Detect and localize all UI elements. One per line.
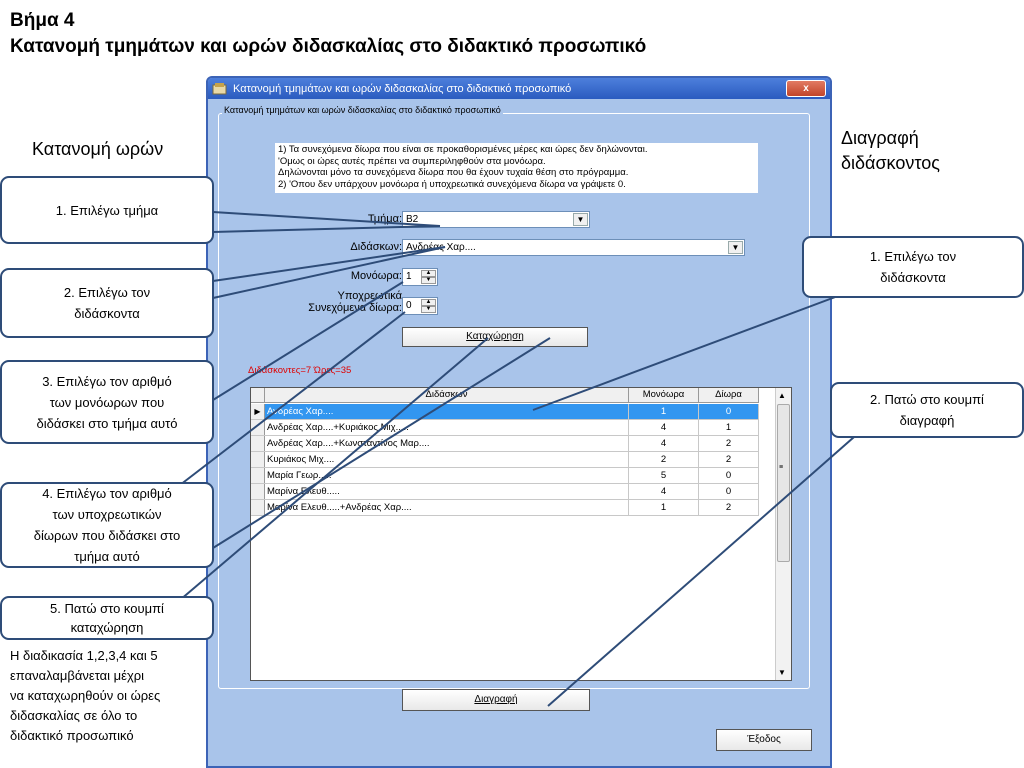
cell-monoora: 4	[629, 436, 699, 451]
callout-text: 2. Πατώ στο κουμπί	[870, 392, 984, 407]
window-titlebar[interactable]	[208, 78, 830, 99]
right-heading	[841, 126, 940, 176]
callout-select-teacher	[0, 268, 214, 338]
column-header-monoora[interactable]: Μονόωρα	[629, 388, 699, 402]
didaskon-select[interactable]	[402, 239, 745, 256]
note-line: Η διαδικασία 1,2,3,4 και 5	[10, 648, 158, 663]
callout-text: 1. Επιλέγω τμήμα	[55, 202, 159, 218]
cell-monoora: 4	[629, 484, 699, 499]
right-heading-line1: Διαγραφή	[841, 128, 919, 148]
cell-didaskon: Ανδρέας Χαρ....+Κωνσταντίνος Μαρ....	[265, 436, 629, 451]
cell-didaskon: Μαρίνα Ελευθ.....+Ανδρέας Χαρ....	[265, 500, 629, 515]
callout-text: 3. Επιλέγω τον αριθμό	[42, 373, 172, 389]
callout-text: 2. Επιλέγω τον	[63, 285, 151, 300]
close-icon: x	[803, 83, 809, 94]
table-row[interactable]	[251, 484, 759, 500]
delete-button-label: Διαγραφή	[474, 694, 518, 705]
row-selector	[251, 484, 265, 499]
grid-header	[251, 388, 759, 403]
assignments-grid[interactable]	[250, 387, 792, 681]
note-line: διδακτικό προσωπικό	[10, 728, 134, 743]
close-button[interactable]	[786, 80, 826, 97]
monoora-stepper[interactable]	[402, 268, 438, 286]
info-text	[275, 143, 758, 193]
column-header-diora[interactable]: Δίωρα	[699, 388, 759, 402]
callout-text: διαγραφή	[899, 413, 955, 428]
callout-press-register	[0, 596, 214, 640]
window-client	[208, 99, 830, 766]
diora-label-line1: Υποχρεωτικά	[337, 290, 402, 302]
group-box-label: Κατανομή τμημάτων και ωρών διδασκαλίας στο διδακτικό προσωπικό	[224, 105, 501, 115]
table-row[interactable]	[251, 468, 759, 484]
exit-button-label: Έξοδος	[747, 734, 781, 745]
status-text: Διδάσκοντες=7 Ώρες=35	[248, 365, 352, 376]
diora-label-line2: Συνεχόμενα δίωρα:	[308, 302, 402, 314]
spin-up-icon[interactable]: ▲	[421, 270, 436, 277]
cell-didaskon: Μαρίνα Ελευθ.....	[265, 484, 629, 499]
row-selector	[251, 436, 265, 451]
callout-right-select-teacher	[802, 236, 1024, 298]
cell-monoora: 2	[629, 452, 699, 467]
cell-diora: 2	[699, 436, 759, 451]
grip-icon: ≡	[779, 464, 784, 471]
row-selector	[251, 452, 265, 467]
didaskon-value: Ανδρέας Χαρ....	[406, 242, 476, 253]
callout-text: 1. Επιλέγω τον	[869, 249, 957, 264]
callout-select-monoora	[0, 360, 214, 444]
exit-button[interactable]	[716, 729, 812, 751]
callout-text: 5. Πατώ στο κουμπί	[50, 601, 164, 616]
table-row[interactable]	[251, 420, 759, 436]
app-window	[206, 76, 832, 768]
window-title: Κατανομή τμημάτων και ωρών διδασκαλίας στο διδακτικό προσωπικό	[233, 82, 572, 95]
row-selector	[251, 500, 265, 515]
table-row[interactable]	[251, 500, 759, 516]
monoora-value: 1	[406, 271, 412, 282]
diora-stepper[interactable]	[402, 297, 438, 315]
row-pointer-icon: ▶	[251, 404, 265, 419]
tmima-label: Τμήμα:	[367, 213, 402, 225]
diora-label	[308, 290, 402, 314]
spin-down-icon[interactable]: ▼	[421, 277, 436, 284]
table-row[interactable]	[251, 452, 759, 468]
callout-text: διδάσκοντα	[880, 270, 946, 285]
slide-title	[10, 8, 646, 60]
cell-didaskon: Ανδρέας Χαρ....	[265, 404, 629, 419]
cell-monoora: 5	[629, 468, 699, 483]
register-button[interactable]	[402, 327, 588, 347]
grid-scrollbar[interactable]	[775, 388, 791, 680]
chevron-down-icon[interactable]: ▼	[728, 241, 743, 254]
callout-select-class	[0, 176, 214, 244]
chevron-down-icon[interactable]: ▼	[573, 213, 588, 226]
tmima-value: Β2	[406, 214, 419, 225]
cell-diora: 0	[699, 404, 759, 419]
callout-text: διδάσκει στο τμήμα αυτό	[36, 415, 178, 431]
scroll-thumb[interactable]	[777, 404, 790, 562]
register-button-label: Καταχώρηση	[466, 331, 524, 342]
callout-text: 4. Επιλέγω τον αριθμό	[42, 486, 172, 501]
callout-text: διδάσκοντα	[74, 306, 140, 321]
cell-diora: 2	[699, 452, 759, 467]
scroll-up-icon[interactable]: ▲	[778, 391, 786, 400]
info-line: 1) Τα συνεχόμενα δίωρα που είναι σε προκαθορισμένες μέρες και ώρες δεν δηλώνονται.	[278, 144, 648, 155]
monoora-label: Μονόωρα:	[350, 270, 402, 282]
left-heading: Κατανομή ωρών	[32, 139, 164, 159]
cell-didaskon: Μαρία Γεωρ.....	[265, 468, 629, 483]
row-selector	[251, 468, 265, 483]
scroll-down-icon[interactable]: ▼	[778, 668, 786, 677]
didaskon-label: Διδάσκων:	[350, 241, 402, 253]
slide-title-line2: Κατανομή τμημάτων και ωρών διδασκαλίας στο διδακτικό προσωπικό	[10, 36, 647, 57]
note-line: επαναλαμβάνεται μέχρι	[10, 668, 145, 683]
grid-corner	[251, 388, 265, 402]
delete-button[interactable]	[402, 689, 590, 711]
callout-text: των υποχρεωτικών	[52, 507, 162, 522]
info-line: 2) 'Οπου δεν υπάρχουν μονόωρα ή υποχρεωτικά συνεχόμενα δίωρα να γράψετε 0.	[278, 178, 626, 190]
app-icon	[212, 82, 228, 96]
right-heading-line2: διδάσκοντος	[841, 153, 940, 173]
note-line: διδασκαλίας σε όλο το	[10, 708, 138, 723]
info-line: 'Ομως οι ώρες αυτές πρέπει να συμπεριληφθούν στα μονόωρα.	[278, 155, 546, 167]
cell-diora: 0	[699, 468, 759, 483]
tmima-select[interactable]	[402, 211, 590, 228]
callout-text: τμήμα αυτό	[74, 549, 140, 564]
cell-diora: 0	[699, 484, 759, 499]
row-selector	[251, 420, 265, 435]
table-row[interactable]	[251, 404, 759, 420]
cell-monoora: 4	[629, 420, 699, 435]
column-header-didaskon[interactable]: Διδάσκων	[265, 388, 629, 402]
diora-value: 0	[406, 300, 412, 311]
callout-text: δίωρων που διδάσκει στο	[33, 528, 181, 543]
spin-up-icon[interactable]: ▲	[421, 299, 436, 306]
cell-didaskon: Κυριάκος Μιχ....	[265, 452, 629, 467]
callout-text: καταχώρηση	[70, 620, 144, 635]
cell-didaskon: Ανδρέας Χαρ....+Κυριάκος Μιχ.....	[265, 420, 629, 435]
note-line: να καταχωρηθούν οι ώρες	[10, 688, 161, 703]
info-line: Δηλώνονται μόνο τα συνεχόμενα δίωρα που θα έχουν τυχαία θέση στο πρόγραμμα.	[278, 167, 629, 178]
callout-text: των μονόωρων που	[49, 394, 165, 410]
cell-monoora: 1	[629, 500, 699, 515]
cell-diora: 1	[699, 420, 759, 435]
callout-select-diora	[0, 482, 214, 568]
slide-title-line1: Βήμα 4	[10, 10, 75, 31]
spin-down-icon[interactable]: ▼	[421, 306, 436, 313]
cell-diora: 2	[699, 500, 759, 515]
procedure-note	[10, 646, 210, 746]
cell-monoora: 1	[629, 404, 699, 419]
table-row[interactable]	[251, 436, 759, 452]
callout-right-press-delete	[830, 382, 1024, 438]
